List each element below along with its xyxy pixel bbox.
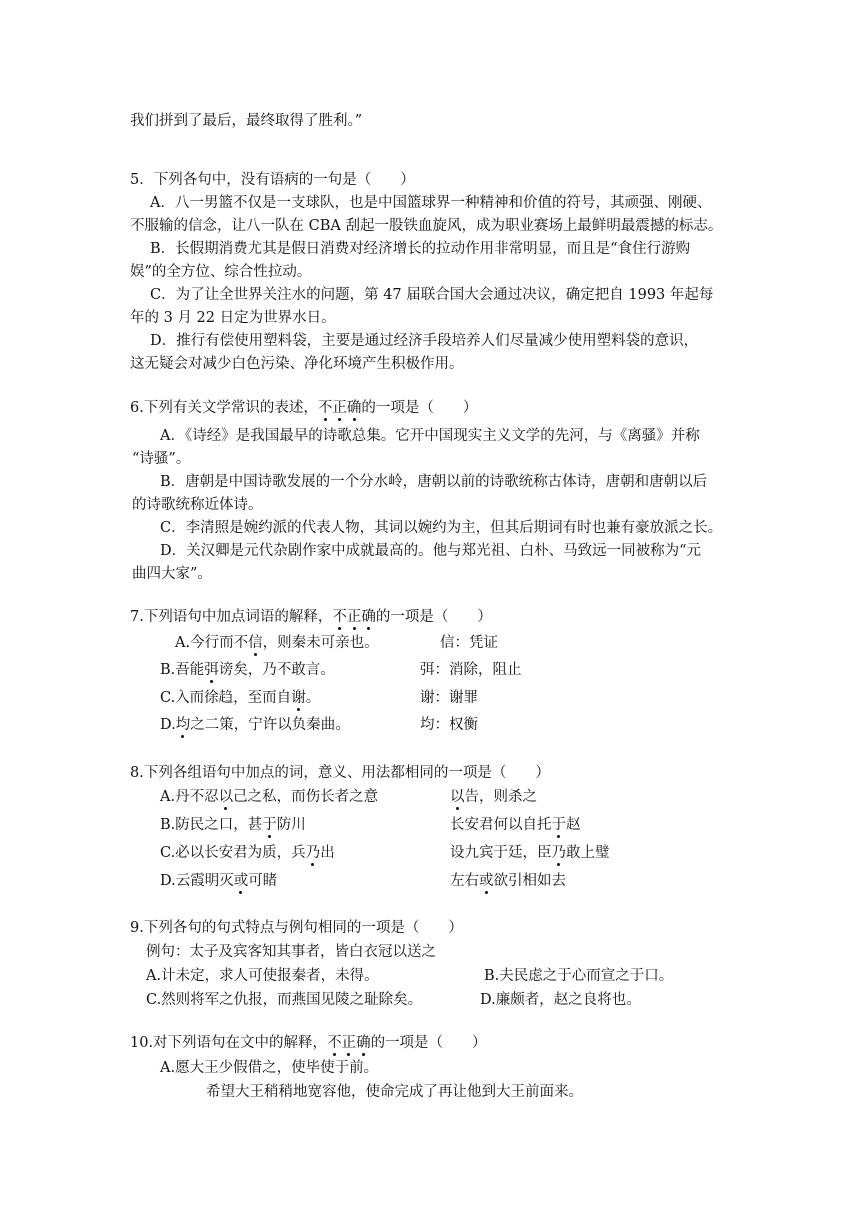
q7-option-d-sentence xyxy=(160,715,350,735)
q8-b-dotted-word: 于 xyxy=(262,817,277,833)
continuation-text: 我们拼到了最后，最终取得了胜利。” xyxy=(130,113,363,129)
q6-option-a-line1: A．《诗经》是我国最早的诗歌总集。它开中国现实主义文学的先河，与《离骚》并称 xyxy=(160,428,700,444)
q7-option-c-explanation: 谢：谢罪 xyxy=(420,690,478,706)
q8-option-b-left xyxy=(160,815,306,835)
q8-a-dotted-word: 以 xyxy=(218,789,234,805)
q7-c-dotted-word: 谢 xyxy=(291,690,306,706)
q8-a-text: 己之私，而伤长者之意 xyxy=(233,789,379,805)
q10-option-a-explanation: 希望大王稍稍地宽容他，使命完成了再让他到大王前面来。 xyxy=(206,1084,583,1100)
q7-option-b-sentence xyxy=(160,660,335,680)
q7-a-text: ，则秦未可亲也。 xyxy=(262,635,379,651)
q8-d-dotted-word: 或 xyxy=(479,873,494,889)
q7-b-text: 谤矣，乃不敢言。 xyxy=(218,662,335,678)
q10-dotted-char: 不 xyxy=(327,1035,342,1051)
q7-a-text: A.今行而不 xyxy=(175,635,249,651)
q6-option-a-line2: “诗骚”。 xyxy=(132,451,191,467)
q6-dotted-char: 正 xyxy=(332,400,347,416)
q10-dotted-char: 正 xyxy=(341,1035,357,1051)
q6-option-b-line2: 的诗歌统称近体诗。 xyxy=(132,497,263,513)
q8-option-c-left xyxy=(160,843,335,863)
q8-c-text: 出 xyxy=(320,845,335,861)
q7-option-a-explanation: 信：凭证 xyxy=(440,635,498,651)
q10-stem xyxy=(130,1033,487,1053)
q6-option-c-line1: C．李清照是婉约派的代表人物，其词以婉约为主，但其后期词有时也兼有豪放派之长。 xyxy=(160,520,723,536)
q6-option-d-line1: D．关汉卿是元代杂剧作家中成就最高的。他与郑光祖、白朴、马致远一同被称为“元 xyxy=(160,543,702,559)
q7-stem-prefix: 7.下列语句中加点词语的解释， xyxy=(130,609,333,625)
q7-dotted-char: 确 xyxy=(361,609,376,625)
q7-c-text: C.入而徐趋，至而自 xyxy=(160,690,292,706)
q8-c-dotted-word: 乃 xyxy=(305,845,321,861)
q8-a-dotted-word: 以 xyxy=(450,789,465,805)
q10-stem-prefix: 10.对下列语句在文中的解释， xyxy=(130,1035,328,1051)
q7-d-dotted-word: 均 xyxy=(175,717,191,733)
q8-d-dotted-word: 或 xyxy=(233,873,249,889)
q7-d-text: 之二策，宁许以负秦曲。 xyxy=(190,717,350,733)
q6-option-b-line1: B．唐朝是中国诗歌发展的一个分水岭，唐朝以前的诗歌统称古体诗，唐朝和唐朝以后 xyxy=(160,474,708,490)
q8-c-text: C.必以长安君为质，兵 xyxy=(160,845,306,861)
q5-option-d-line2: 这无疑会对减少白色污染、净化环境产生积极作用。 xyxy=(130,356,464,372)
q7-stem-suffix: 的一项是（ ） xyxy=(375,609,492,625)
q7-b-text: B.吾能 xyxy=(160,662,205,678)
q8-option-a-left xyxy=(160,787,378,807)
q7-option-a-sentence xyxy=(175,633,379,653)
q8-c-text: 设九宾于廷，臣 xyxy=(450,845,552,861)
q9-example: 例句：太子及宾客知其事者，皆白衣冠以送之 xyxy=(146,944,436,960)
q5-option-a-line2: 不服输的信念，让八一队在 CBA 刮起一股铁血旋风，成为职业赛场上最鲜明最震撼的标志。 xyxy=(130,218,723,234)
q9-option-b: B.夫民虑之于心而宣之于口。 xyxy=(484,968,674,984)
q6-dotted-char: 不 xyxy=(317,400,333,416)
q10-option-a: A.愿大王少假借之，使毕使于前。 xyxy=(160,1060,379,1076)
q8-option-b-right xyxy=(450,815,581,835)
q8-a-text: A.丹不忍 xyxy=(160,789,219,805)
q6-stem-suffix: 的一项是（ ） xyxy=(361,400,478,416)
q6-option-d-line2: 曲四大家”。 xyxy=(132,566,212,582)
q7-dotted-char: 不 xyxy=(332,609,347,625)
q8-option-c-right xyxy=(450,843,610,863)
q6-stem-prefix: 6.下列有关文学常识的表述， xyxy=(130,400,318,416)
q8-d-text: 左右 xyxy=(450,873,479,889)
q8-a-text: 告，则杀之 xyxy=(464,789,537,805)
q7-a-dotted-word: 信 xyxy=(248,635,263,651)
q9-option-d: D.廉颇者，赵之良将也。 xyxy=(480,992,641,1008)
q6-dotted-char: 确 xyxy=(346,400,362,416)
q8-b-dotted-word: 于 xyxy=(551,817,566,833)
q7-dotted-char: 正 xyxy=(346,609,362,625)
q8-option-d-left xyxy=(160,871,277,891)
q9-option-c: C.然则将军之仇报，而燕国见陵之耻除矣。 xyxy=(146,992,423,1008)
q7-stem xyxy=(130,607,492,627)
q5-option-c-line1: C．为了让全世界关注水的问题，第 47 届联合国大会通过决议，确定把自 1993 年起每 xyxy=(150,287,714,303)
q6-stem xyxy=(130,398,477,418)
q8-c-text: 敢上璧 xyxy=(566,845,610,861)
q8-b-text: B.防民之口，甚 xyxy=(160,817,263,833)
q5-option-b-line1: B．长假期消费尤其是假日消费对经济增长的拉动作用非常明显，而且是“食住行游购 xyxy=(150,241,691,257)
q7-option-d-explanation: 均：权衡 xyxy=(420,717,478,733)
q8-option-d-right xyxy=(450,871,566,891)
q8-b-text: 防川 xyxy=(276,817,306,833)
q8-stem: 8.下列各组语句中加点的词，意义、用法都相同的一项是（ ） xyxy=(130,765,550,781)
q5-stem: 5．下列各句中，没有语病的一句是（ ） xyxy=(130,172,415,188)
q10-stem-suffix: 的一项是（ ） xyxy=(370,1035,487,1051)
q10-dotted-char: 确 xyxy=(356,1035,371,1051)
q9-option-a: A.计未定，求人可使报秦者，未得。 xyxy=(146,968,379,984)
q7-c-text: 。 xyxy=(305,690,321,706)
q7-option-c-sentence xyxy=(160,688,320,708)
q8-b-text: 赵 xyxy=(566,817,581,833)
q7-d-text: D. xyxy=(160,717,176,733)
q9-stem: 9.下列各句的句式特点与例句相同的一项是（ ） xyxy=(130,920,463,936)
q5-option-b-line2: 娱”的全方位、综合性拉动。 xyxy=(130,264,312,280)
q8-c-dotted-word: 乃 xyxy=(551,845,566,861)
q8-d-text: 欲引相如去 xyxy=(493,873,566,889)
q5-option-d-line1: D．推行有偿使用塑料袋，主要是通过经济手段培养人们尽量减少使用塑料袋的意识， xyxy=(150,333,699,349)
q8-d-text: 可睹 xyxy=(248,873,278,889)
q5-option-a-line1: A．八一男篮不仅是一支球队，也是中国篮球界一种精神和价值的符号，其顽强、刚硬、 xyxy=(150,195,712,211)
q7-b-dotted-word: 弭 xyxy=(204,662,219,678)
q5-option-c-line2: 年的 3 月 22 日定为世界水日。 xyxy=(130,310,336,326)
q8-option-a-right xyxy=(450,787,537,807)
q8-d-text: D.云霞明灭 xyxy=(160,873,234,889)
q8-b-text: 长安君何以自托 xyxy=(450,817,552,833)
q7-option-b-explanation: 弭：消除，阻止 xyxy=(420,662,522,678)
